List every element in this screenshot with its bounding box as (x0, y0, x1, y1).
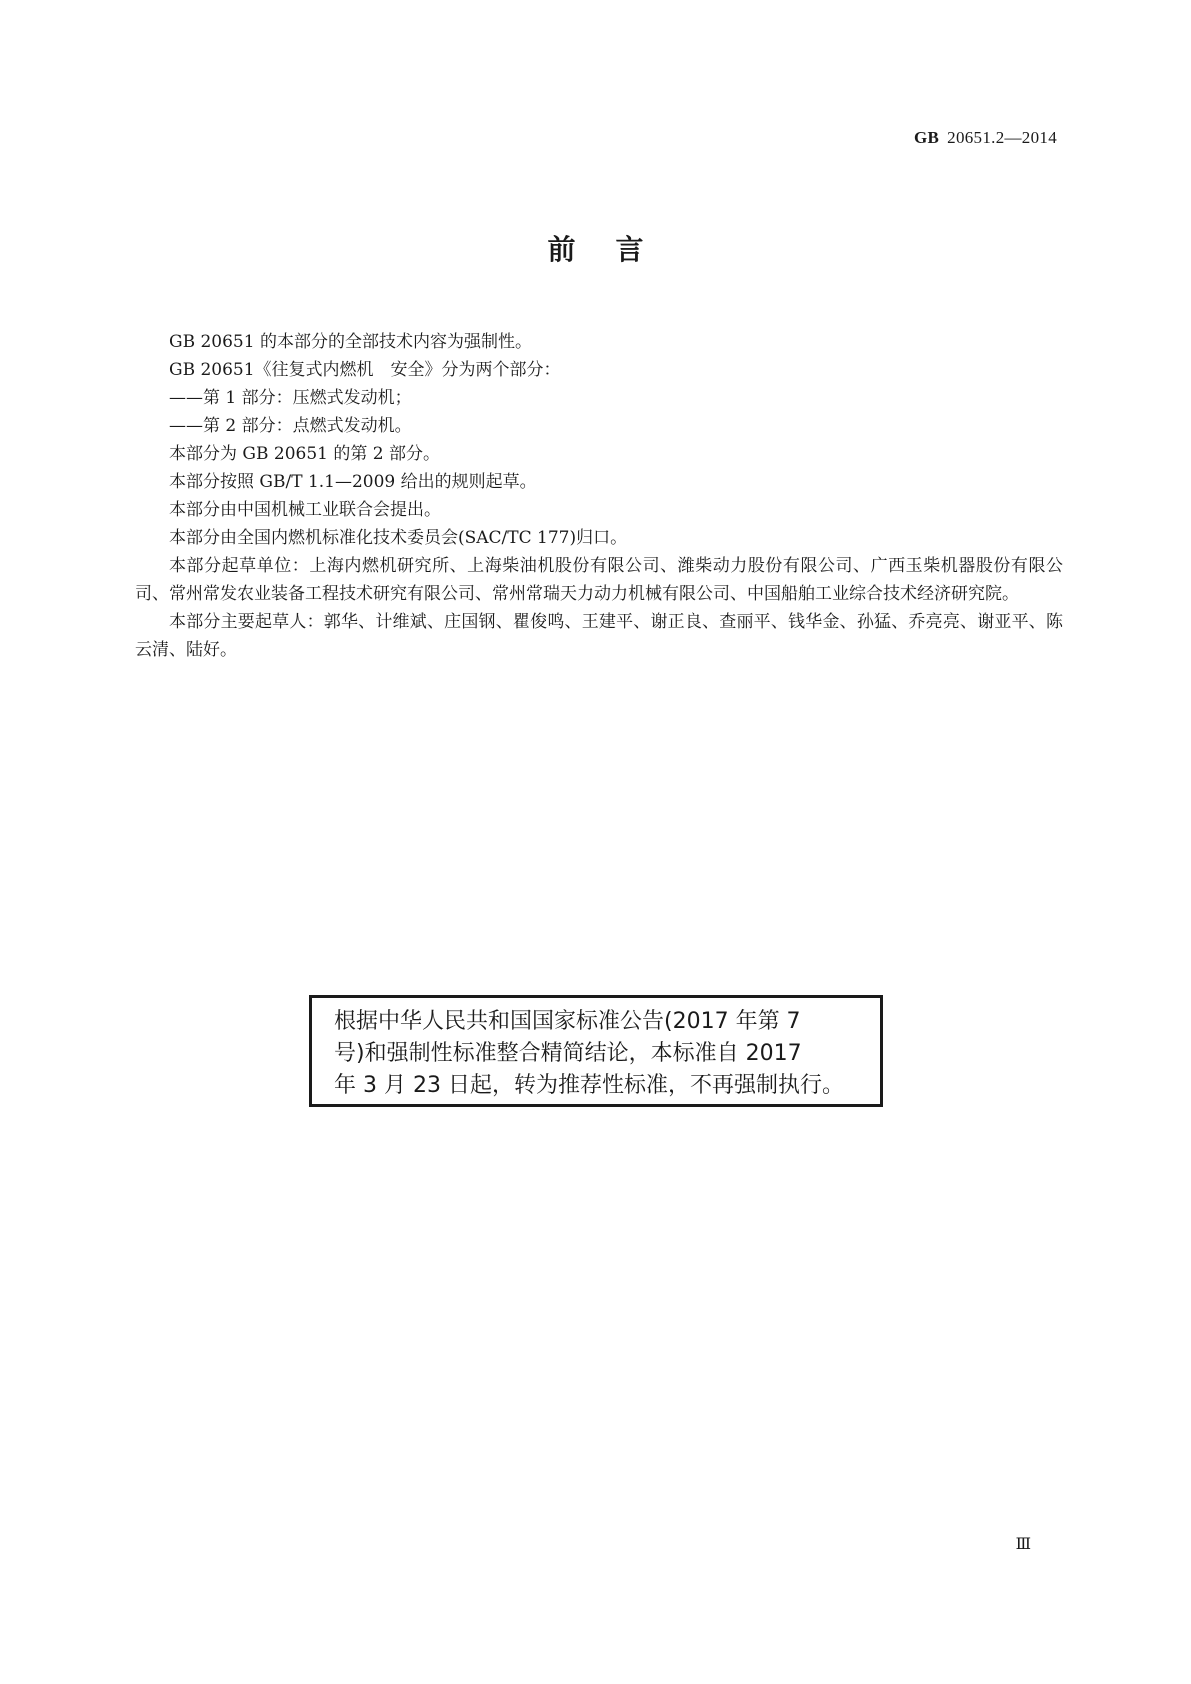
notice-box (309, 995, 883, 1107)
paragraph: 本部分为 GB 20651 的第 2 部分。 (169, 444, 440, 464)
paragraph: GB 20651《往复式内燃机 安全》分为两个部分： (169, 360, 561, 380)
paragraph: GB 20651 的本部分的全部技术内容为强制性。 (169, 332, 532, 352)
page-title: 前言 (547, 233, 684, 266)
notice-line: 年 3 月 23 日起，转为推荐性标准，不再强制执行。 (334, 1073, 844, 1098)
paragraph: 本部分由中国机械工业联合会提出。 (169, 500, 441, 520)
standard-code: 20651.2—2014 (947, 128, 1057, 147)
paragraph: 本部分由全国内燃机标准化技术委员会(SAC/TC 177)归口。 (169, 528, 628, 548)
paragraph: 本部分按照 GB/T 1.1—2009 给出的规则起草。 (169, 472, 537, 492)
standard-prefix: GB (913, 128, 940, 147)
paragraph: ——第 1 部分：压燃式发动机； (169, 388, 412, 408)
foreword-body (135, 328, 1063, 664)
notice-line: 根据中华人民共和国国家标准公告(2017 年第 7 (334, 1009, 801, 1034)
paragraph: 本部分主要起草人：郭华、计维斌、庄国钢、瞿俊鸣、王建平、谢正良、查丽平、钱华金、孙猛、乔亮亮、谢亚平、陈云清、陆好。 (135, 612, 1063, 660)
page-number: Ⅲ (1015, 1536, 1031, 1553)
standard-number (914, 128, 1057, 148)
notice-line: 号)和强制性标准整合精简结论，本标准自 2017 (334, 1041, 802, 1066)
paragraph: 本部分起草单位：上海内燃机研究所、上海柴油机股份有限公司、潍柴动力股份有限公司、广西玉柴机器股份有限公司、常州常发农业装备工程技术研究有限公司、常州常瑞天力动力机械有限公司、中国船舶工业综合技术经济研究院。 (135, 556, 1063, 604)
paragraph: ——第 2 部分：点燃式发动机。 (169, 416, 412, 436)
